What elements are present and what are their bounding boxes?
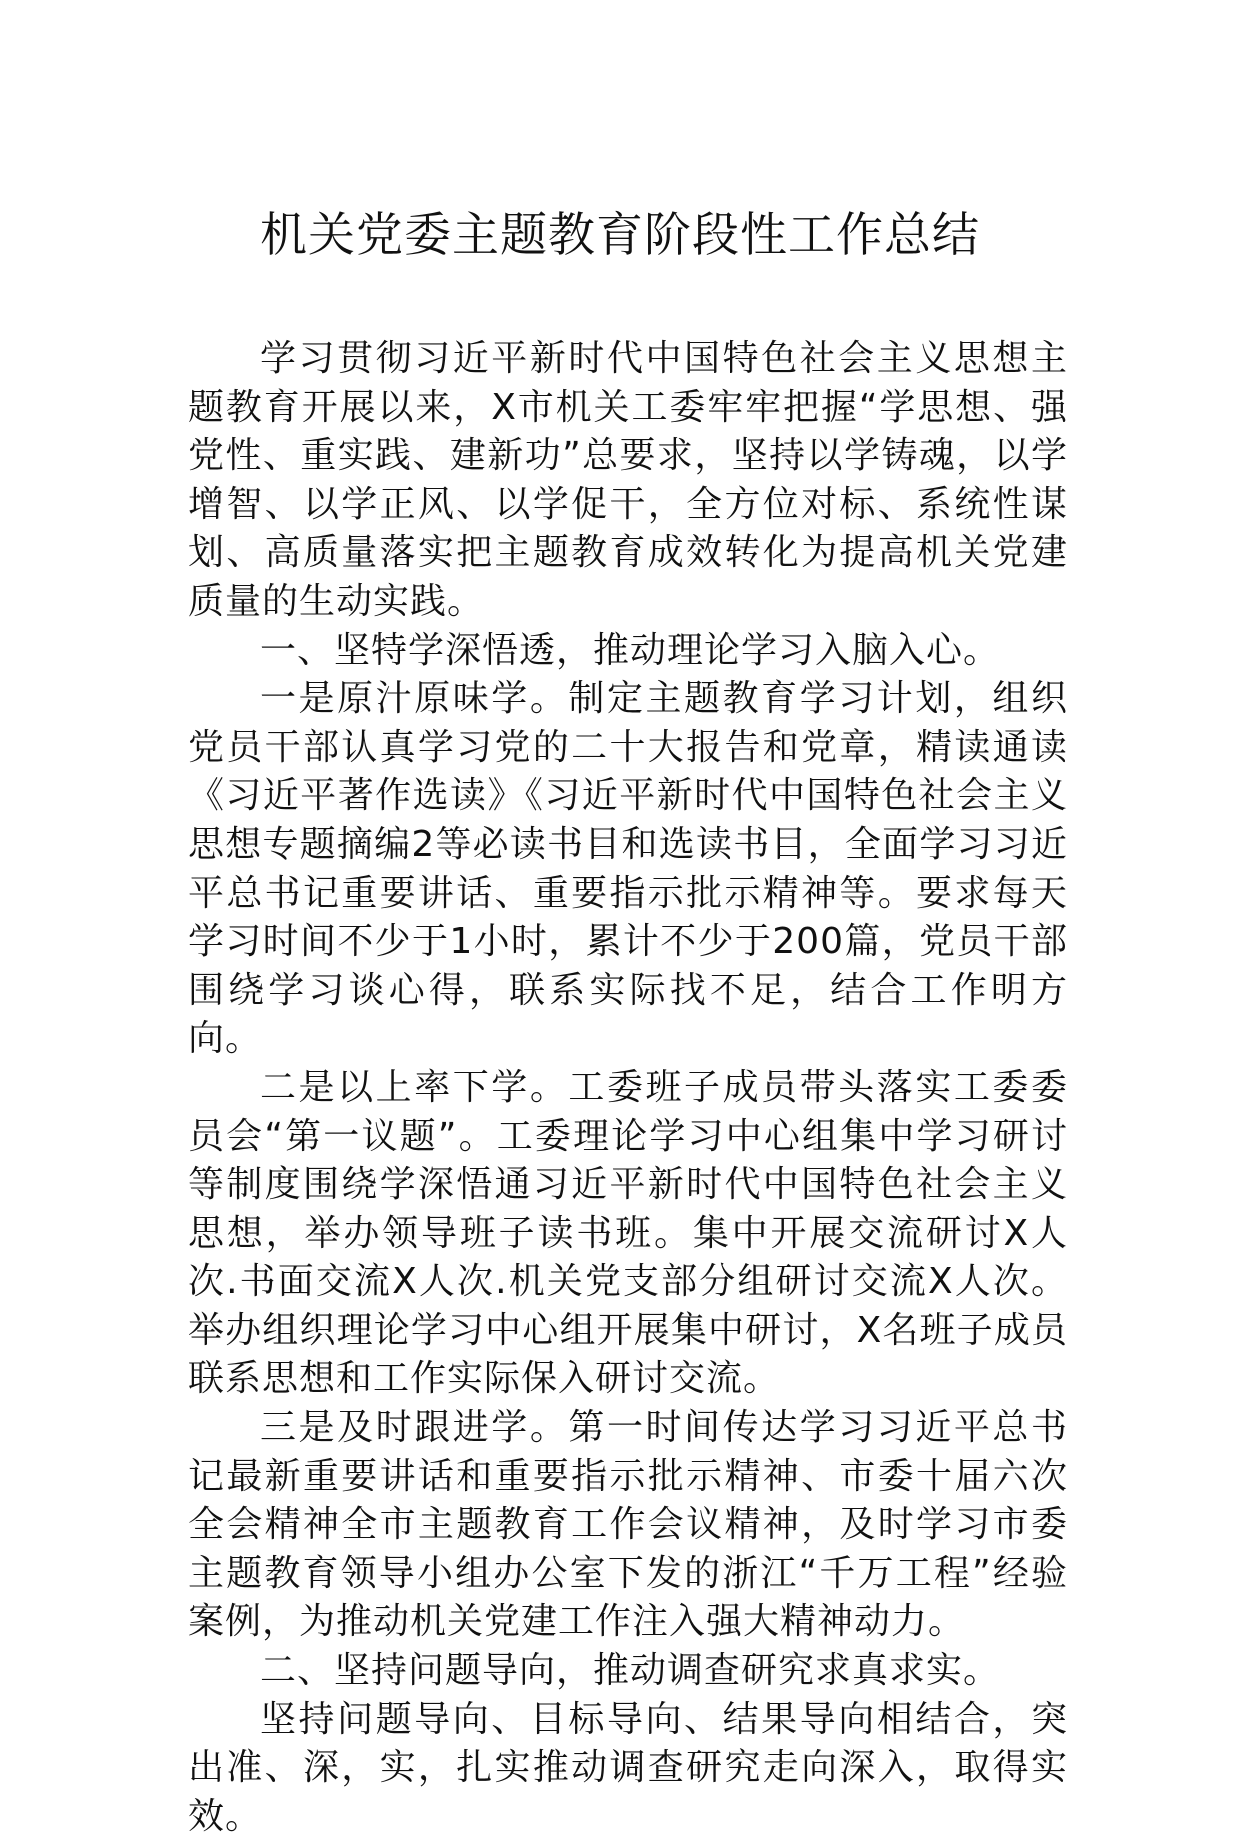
document-body — [188, 335, 1068, 1841]
paragraph-leadership-study: 二是以上率下学。工委班子成员带头落实工委委员会“第一议题”。工委理论学习中心组集中学习研讨等制度围绕学深悟通习近平新时代中国特色社会主义思想，举办领导班子读书班。集中开展交流研讨X人次.书面交流X人次.机关党支部分组研讨交流X人次。举办组织理论学习中心组开展集中研讨，X名班子成员联系思想和工作实际保入研讨交流。 — [188, 1066, 1068, 1400]
paragraph-problem-oriented: 坚持问题导向、目标导向、结果导向相结合，突出准、深，实，扎实推动调查研究走向深入，取得实效。 — [188, 1698, 1068, 1837]
intro-paragraph: 学习贯彻习近平新时代中国特色社会主义思想主题教育开展以来，X市机关工委牢牢把握“学思想、强党性、重实践、建新功”总要求，坚持以学铸魂，以学增智、以学正风、以学促干，全方位对标、系统性谋划、高质量落实把主题教育成效转化为提高机关党建质量的生动实践。 — [188, 338, 1068, 622]
section-heading-2: 二、坚持问题导向，推动调查研究求真求实。 — [260, 1650, 1001, 1692]
paragraph-original-study: 一是原汁原味学。制定主题教育学习计划，组织党员干部认真学习党的二十大报告和党章，精读通读《习近平著作选读》《习近平新时代中国特色社会主义思想专题摘编2等必读书目和选读书目，全面学习习近平总书记重要讲话、重要指示批示精神等。要求每天学习时间不少于1小时，累计不少于200篇，党员干部围绕学习谈心得，联系实际找不足，结合工作明方向。 — [188, 678, 1068, 1060]
document-title: 机关党委主题教育阶段性工作总结 — [260, 208, 980, 263]
section-heading-1: 一、坚特学深悟透，推动理论学习入脑入心。 — [260, 629, 1001, 671]
paragraph-timely-study: 三是及时跟进学。第一时间传达学习习近平总书记最新重要讲话和重要指示批示精神、市委十届六次全会精神全市主题教育工作会议精神，及时学习市委主题教育领导小组办公室下发的浙江“千万工程”经验案例，为推动机关党建工作注入强大精神动力。 — [188, 1407, 1068, 1643]
